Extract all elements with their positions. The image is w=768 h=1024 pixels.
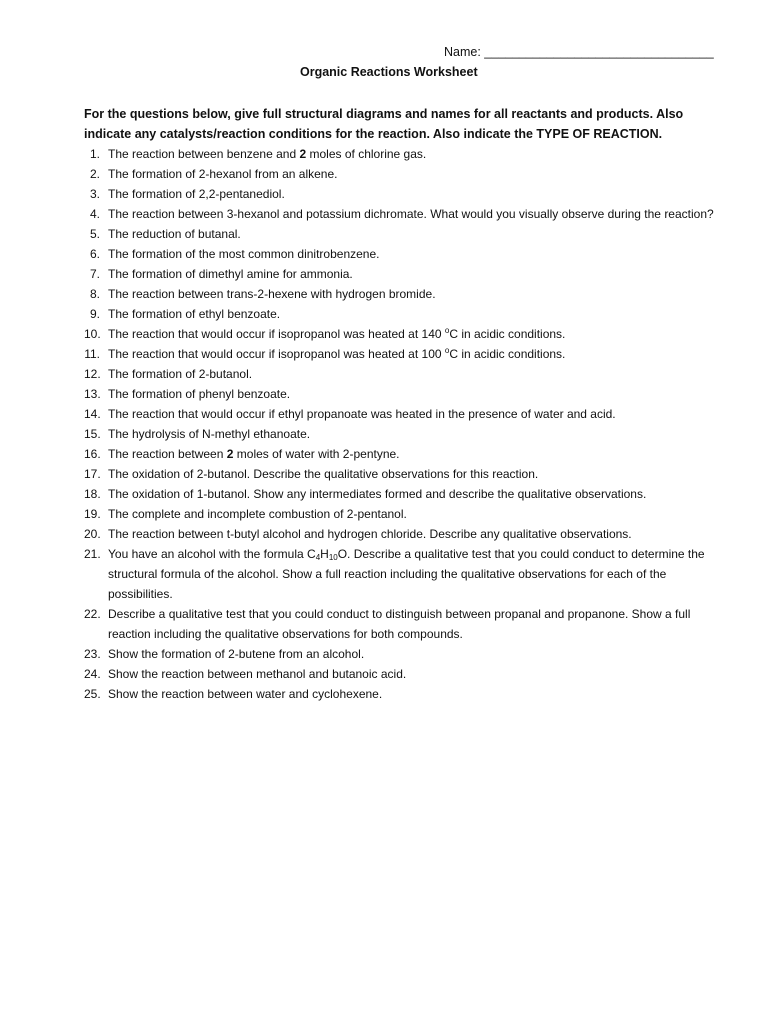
question-text: The reaction between 3-hexanol and potassium dichromate. What would you visually observe during the reaction? xyxy=(108,207,714,221)
question-item xyxy=(84,484,724,504)
question-item xyxy=(84,464,724,484)
question-text: The reaction between t-butyl alcohol and hydrogen chloride. Describe any qualitative observations. xyxy=(108,527,632,541)
question-number: 25. xyxy=(84,687,101,701)
question-text: The oxidation of 2-butanol. Describe the qualitative observations for this reaction. xyxy=(108,467,539,481)
question-number: 13. xyxy=(84,387,101,401)
question-item xyxy=(84,344,724,364)
question-text: The formation of the most common dinitrobenzene. xyxy=(108,247,380,261)
question-number: 4. xyxy=(89,207,100,221)
question-text: The formation of phenyl benzoate. xyxy=(108,387,291,401)
question-item xyxy=(84,604,724,644)
question-item xyxy=(84,444,724,464)
question-text: The formation of 2,2-pentanediol. xyxy=(108,187,285,201)
question-number: 7. xyxy=(89,267,100,281)
question-number: 1. xyxy=(89,147,100,161)
question-text: The reaction between benzene and 2 moles of chlorine gas. xyxy=(108,147,427,161)
question-item xyxy=(84,244,724,264)
question-text: The complete and incomplete combustion of 2-pentanol. xyxy=(108,507,407,521)
question-text: The reaction between 2 moles of water with 2-pentyne. xyxy=(108,447,400,461)
question-number: 21. xyxy=(84,547,101,561)
question-list xyxy=(84,144,724,704)
question-item xyxy=(84,324,724,344)
question-item xyxy=(84,424,724,444)
question-number: 5. xyxy=(89,227,100,241)
question-number: 17. xyxy=(84,467,101,481)
question-text: The reaction that would occur if ethyl propanoate was heated in the presence of water and acid. xyxy=(108,407,616,421)
question-number: 14. xyxy=(84,407,101,421)
question-text: Show the reaction between methanol and butanoic acid. xyxy=(108,667,407,681)
question-text: Show the formation of 2-butene from an alcohol. xyxy=(108,647,365,661)
question-item xyxy=(84,184,724,204)
question-item xyxy=(84,164,724,184)
question-item xyxy=(84,684,724,704)
question-number: 19. xyxy=(84,507,101,521)
question-text: The reaction that would occur if isopropanol was heated at 140 $^o$C in acidic conditions. xyxy=(108,326,566,341)
question-number: 10. xyxy=(84,327,101,341)
question-number: 15. xyxy=(84,427,101,441)
question-number: 11. xyxy=(84,347,100,361)
question-number: 16. xyxy=(84,447,101,461)
question-item xyxy=(84,144,724,164)
question-text: The formation of 2-hexanol from an alkene. xyxy=(108,167,338,181)
question-number: 9. xyxy=(89,307,100,321)
question-number: 6. xyxy=(89,247,100,261)
question-item xyxy=(84,404,724,424)
question-number: 18. xyxy=(84,487,101,501)
question-item xyxy=(84,364,724,384)
question-number: 3. xyxy=(89,187,100,201)
question-text: You have an alcohol with the formula $C_4H_{10}O$. Describe a qualitative test that you could conduct to determine the structural formula of the alcohol. Show a full reaction including the qualitative observations for each of the possibilities. xyxy=(108,547,705,601)
question-text: The reaction between trans-2-hexene with hydrogen bromide. xyxy=(108,287,436,301)
question-item xyxy=(84,664,724,684)
question-number: 20. xyxy=(84,527,101,541)
question-item xyxy=(84,304,724,324)
question-text: The reduction of butanal. xyxy=(108,227,241,241)
name-field-line: Name: _________________________________ xyxy=(444,45,714,59)
question-number: 23. xyxy=(84,647,101,661)
question-text: The formation of ethyl benzoate. xyxy=(108,307,281,321)
question-text: The formation of 2-butanol. xyxy=(108,367,253,381)
question-item xyxy=(84,284,724,304)
question-number: 2. xyxy=(89,167,100,181)
question-text: Describe a qualitative test that you could conduct to distinguish between propanal and propanone. Show a full reaction including the qualitative observations for both compounds. xyxy=(108,607,691,641)
question-number: 22. xyxy=(84,607,101,621)
question-text: The oxidation of 1-butanol. Show any intermediates formed and describe the qualitative observations. xyxy=(108,487,647,501)
question-item xyxy=(84,384,724,404)
question-item xyxy=(84,204,724,224)
question-text: Show the reaction between water and cyclohexene. xyxy=(108,687,383,701)
question-text: The formation of dimethyl amine for ammonia. xyxy=(108,267,353,281)
question-number: 8. xyxy=(89,287,100,301)
question-item xyxy=(84,644,724,664)
question-text: The hydrolysis of N-methyl ethanoate. xyxy=(108,427,311,441)
question-item xyxy=(84,504,724,524)
question-item xyxy=(84,544,724,604)
question-text: The reaction that would occur if isopropanol was heated at 100 $^o$C in acidic conditions. xyxy=(108,346,566,361)
question-item xyxy=(84,264,724,284)
instructions: For the questions below, give full structural diagrams and names for all reactants and products. Also indicate any catalysts/reaction conditions for the reaction. Also indicate the TYPE OF REACTION. xyxy=(84,107,684,141)
question-item xyxy=(84,524,724,544)
question-number: 24. xyxy=(84,667,101,681)
question-number: 12. xyxy=(84,367,101,381)
question-item xyxy=(84,224,724,244)
worksheet-title: Organic Reactions Worksheet xyxy=(300,65,478,79)
